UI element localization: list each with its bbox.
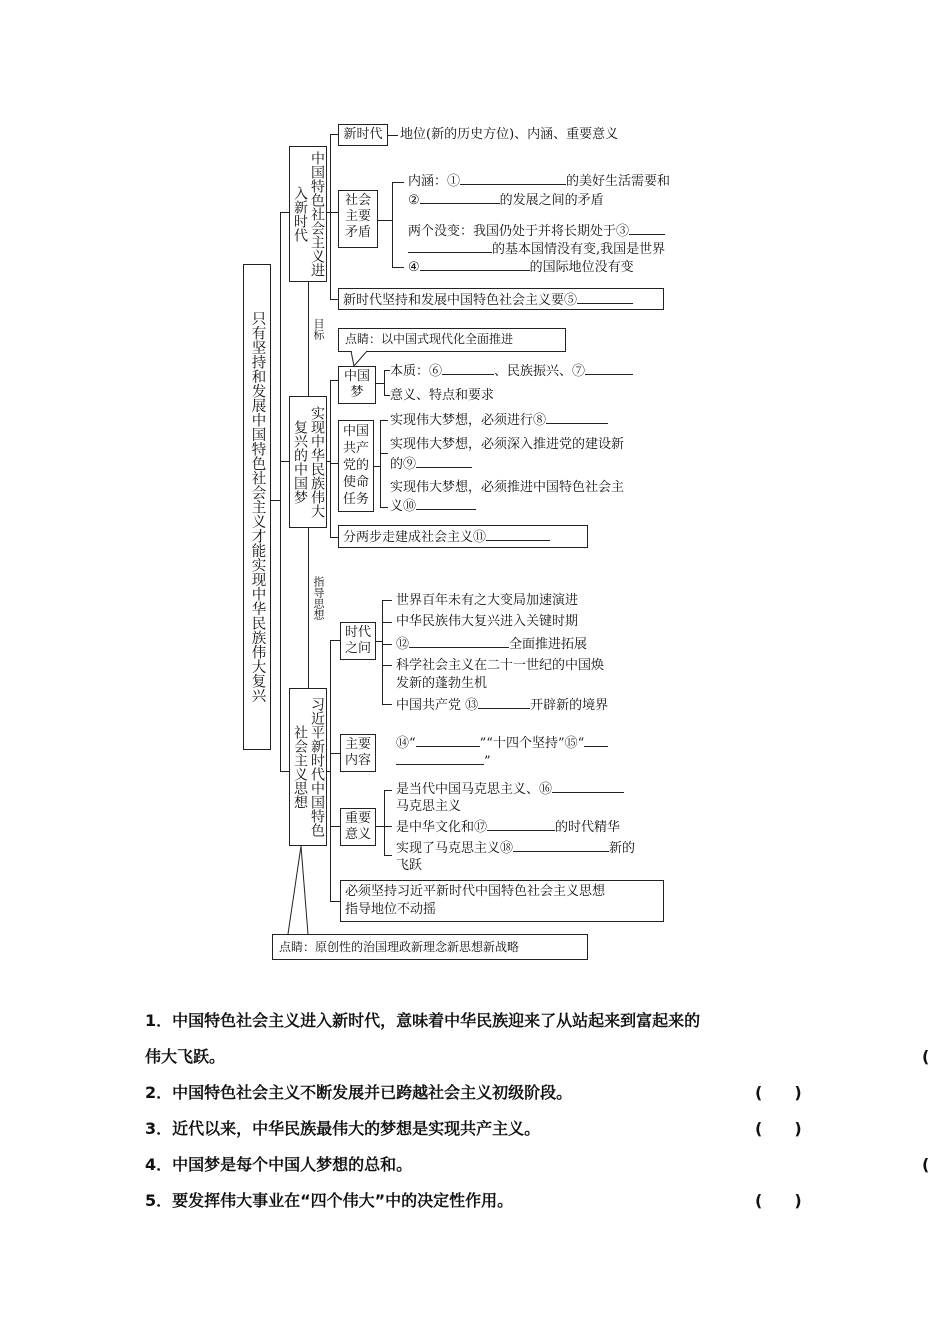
shidai-b2 [382,622,392,623]
mission-1: 实现伟大梦想，必须进行⑧ [390,411,608,430]
new-era-bracket-bot [330,299,338,300]
dream-bracket-mid [330,463,338,464]
liang-line-1: 两个没变：我国仍处于并将长期处于③ [408,222,665,241]
blank-3 [629,222,665,235]
question-3-answer-paren[interactable]: ( ) [755,1119,802,1138]
mission-3a: 实现伟大梦想，必须推进中国特色社会主 [390,480,625,495]
link-line-2 [308,528,309,688]
blank-11 [486,528,550,541]
question-3: 3．近代以来，中华民族最伟大的梦想是实现共产主义。 [145,1119,541,1138]
xi-note-connector [280,846,320,936]
dream-bracket [330,380,331,538]
shidai-bracket [382,600,383,704]
blank-15 [584,734,608,747]
shidai-b3 [382,644,392,645]
new-era-box [289,146,327,282]
blank-8 [546,411,608,424]
shidai-b5 [382,704,392,705]
shidai-4a: 科学社会主义在二十一世纪的中国焕 [396,658,605,673]
yiyi-line: 意义、特点和要求 [390,388,495,403]
liang-line-3: ④ 的国际地位没有变 [408,260,634,275]
neihan-line-1: 内涵：① 的美好生活需要和 [408,174,671,189]
link-label-mubiao: 目标 [312,318,325,340]
blank-5 [577,291,633,304]
question-2-answer-paren[interactable]: ( ) [755,1083,802,1102]
sig-b2 [384,826,392,827]
zgm-bracket [384,370,385,396]
xi-stub [327,771,331,772]
blank-2 [420,191,500,204]
mission-2b: 的⑨ [390,455,472,474]
content-box: 主要内容 [340,734,376,772]
blank-4 [420,258,530,271]
mission-bracket [380,420,381,508]
contradiction-bracket-bot [392,267,404,268]
question-1: 1．中国特色社会主义进入新时代，意味着中华民族迎来了从站起来到富起来的 [145,1011,701,1030]
question-1-answer-paren[interactable]: ( [922,1047,930,1066]
contradiction-bracket [392,182,393,268]
branch-line-2 [280,461,289,462]
mission-box: 中国共产党的使命任务 [338,420,374,512]
xi-thought-title: 习近平新时代中国特色社会主义思想 [292,697,325,837]
question-5-answer-paren[interactable]: ( ) [755,1191,802,1210]
liangbu-box: 分两步走建成社会主义⑪ [338,525,588,548]
shidai-1: 世界百年未有之大变局加速演进 [396,593,579,608]
shidai-2: 中华民族伟大复兴进入关键时期 [396,614,579,629]
xi-bracket-1 [330,640,340,641]
blank-15b [396,752,484,765]
root-trunk-line [280,212,281,772]
dream-bracket-bot [330,537,338,538]
sig-bracket [384,790,385,856]
root-stub-line [271,500,281,501]
xi-thought-box [289,688,327,846]
content-line-2: ” [396,752,491,771]
zhongguomeng-box: 中国梦 [338,366,376,404]
mission-3b: 义⑩ [390,497,476,516]
sig-stub [376,826,384,827]
dream-note-pointer [350,351,370,367]
sig-2: 是中华文化和⑰ 的时代精华 [396,820,621,835]
link-label-zhidao: 指导思想 [312,576,325,620]
contradiction-bracket-top [392,182,404,183]
question-5: 5．要发挥伟大事业在“四个伟大”中的决定性作用。 [145,1191,514,1210]
xi-bracket-2 [330,753,340,754]
blank-12 [409,635,509,648]
xi-bracket-4 [330,901,340,902]
shidai-b4 [382,665,392,666]
benzhi-line: 本质：⑥ 、民族振兴、⑦ [390,362,633,381]
mission-stub [374,466,380,467]
new-era-bracket-top [330,134,338,135]
mission-bracket-1 [380,420,388,421]
blank-17 [487,818,555,831]
blank-18 [513,839,609,852]
blank-13 [478,696,530,709]
sig-b3 [384,855,392,856]
blank-3b [408,240,492,253]
link-line-1 [308,282,309,396]
question-4-answer-paren[interactable]: ( [922,1155,930,1174]
jianchi-box: 新时代坚持和发展中国特色社会主义要⑤ [338,288,664,310]
sig-3a: 实现了马克思主义⑱ 新的 [396,841,636,856]
shidai-3: ⑫ 全面推进拓展 [396,637,588,652]
xinshidai-arrow [388,135,398,136]
root-title-box [243,264,271,750]
blank-14 [416,734,480,747]
contradiction-box: 社会主要矛盾 [338,190,378,248]
question-4: 4．中国梦是每个中国人梦想的总和。 [145,1155,413,1174]
sig-b1 [384,790,392,791]
root-title: 只有坚持和发展中国特色社会主义才能实现中华民族伟大复兴 [249,311,266,703]
dream-title: 实现中华民族伟大复兴的中国梦 [292,406,325,518]
sig-1a: 是当代中国马克思主义、⑯ [396,780,624,799]
shidai-5: 中国共产党 ⑬ 开辟新的境界 [396,698,609,713]
branch-line-3 [280,771,289,772]
shidai-stub [376,641,382,642]
sig-1b: 马克思主义 [396,799,462,814]
dream-bracket-top [330,380,338,381]
content-line-1: ⑭“ ”“十四个坚持”⑮“ [396,734,608,753]
mission-2a: 实现伟大梦想，必须深入推进党的建设新 [390,437,625,452]
shidai-4b: 发新的蓬勃生机 [396,676,488,691]
sig-3b: 飞跃 [396,858,423,873]
dream-box [289,396,327,528]
question-1-cont: 伟大飞跃。 [145,1047,226,1066]
contradiction-stub [378,220,393,221]
xinshidai-box: 新时代 [338,124,388,146]
dream-note: 点睛：以中国式现代化全面推进 [338,328,566,352]
bixu-box: 必须坚持习近平新时代中国特色社会主义思想 指导地位不动摇 [340,880,664,922]
xinshidai-text: 地位(新的历史方位)、内涵、重要意义 [400,127,619,142]
mission-bracket-3 [380,507,388,508]
branch-line-1 [280,212,289,213]
dream-stub [327,461,331,462]
liang-line-2: 的基本国情没有变,我国是世界 [408,240,665,259]
blank-1 [460,172,566,185]
blank-9 [416,455,472,468]
new-era-stub [327,212,331,213]
shidai-b1 [382,600,392,601]
neihan-line-2: ② 的发展之间的矛盾 [408,193,604,208]
blank-16 [552,780,624,793]
blank-10 [416,497,476,510]
new-era-bracket-mid [330,212,338,213]
xi-bracket-3 [330,826,340,827]
new-era-bracket [330,134,331,300]
new-era-title: 中国特色社会主义进入新时代 [292,151,325,277]
shidai-box: 时代之问 [340,622,376,660]
xi-note: 点睛：原创性的治国理政新理念新思想新战略 [272,934,588,960]
mission-bracket-2 [380,453,388,454]
zgm-stub [376,383,384,384]
question-2: 2．中国特色社会主义不断发展并已跨越社会主义初级阶段。 [145,1083,573,1102]
blank-7 [585,362,633,375]
significance-box: 重要意义 [340,808,376,846]
blank-6 [442,362,494,375]
